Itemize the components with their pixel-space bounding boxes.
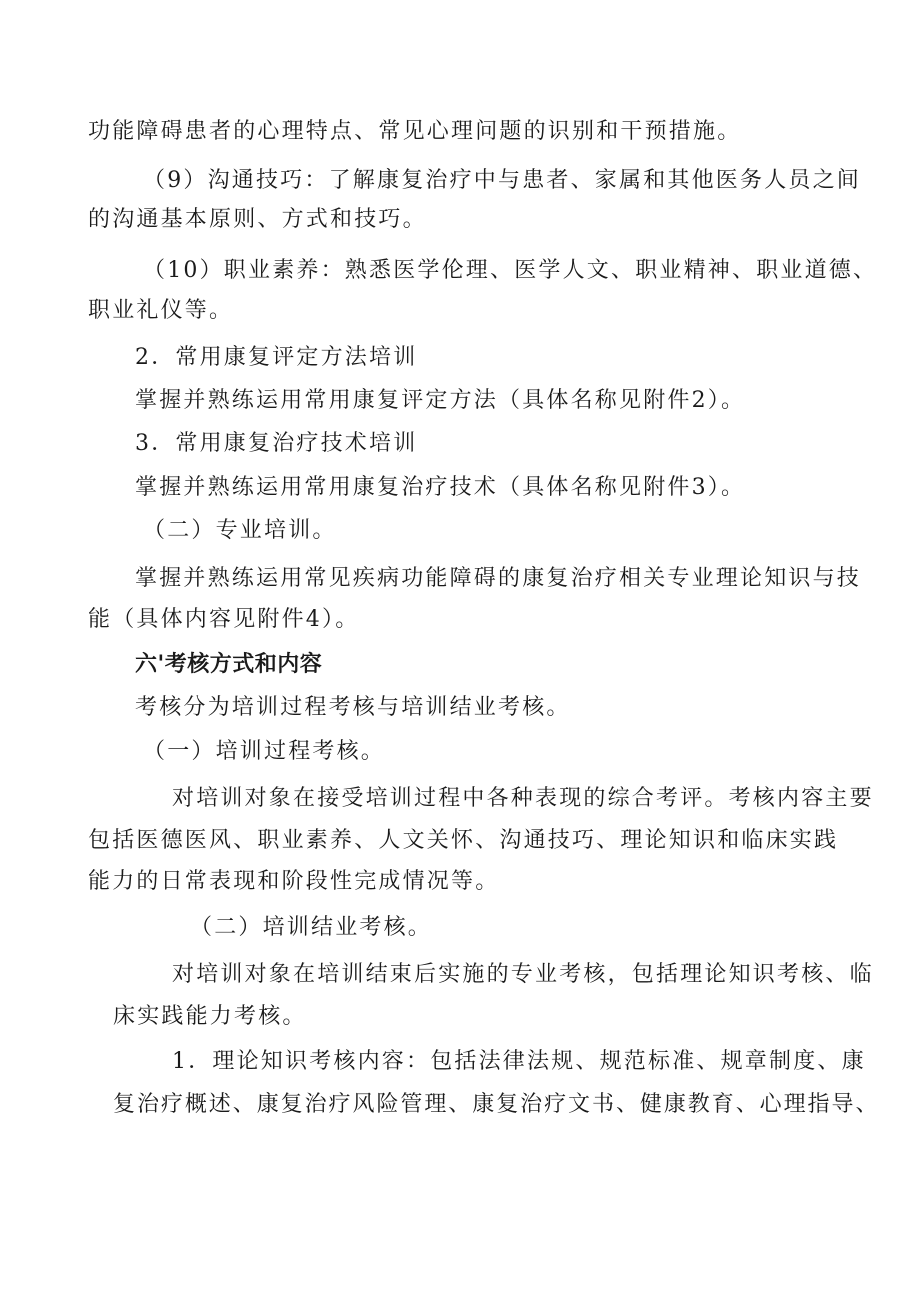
process-assessment-body-1: 对培训对象在接受培训过程中各种表现的综合考评。考核内容主要 <box>172 786 874 811</box>
theory-assessment-content-2: 复治疗概述、康复治疗风险管理、康复治疗文书、健康教育、心理指导、 <box>113 1092 880 1117</box>
professional-training-body-2: 能（具体内容见附件4）。 <box>88 607 360 632</box>
process-assessment-body-3: 能力的日常表现和阶段性完成情况等。 <box>88 869 500 894</box>
section-3-body: 掌握并熟练运用常用康复治疗技术（具体名称见附件3）。 <box>135 475 746 500</box>
professional-training-body-1: 掌握并熟练运用常见疾病功能障碍的康复治疗相关专业理论知识与技 <box>135 566 862 591</box>
section-2-body: 掌握并熟练运用常用康复评定方法（具体名称见附件2）。 <box>135 388 746 413</box>
paragraph-line-communication-cont: 的沟通基本原则、方式和技巧。 <box>88 207 427 232</box>
assessment-intro: 考核分为培训过程考核与培训结业考核。 <box>135 695 571 720</box>
paragraph-line-psych-features: 功能障碍患者的心理特点、常见心理问题的识别和干预措施。 <box>88 119 742 144</box>
section-2-heading: 2．常用康复评定方法培训 <box>135 345 418 370</box>
process-assessment-body-2: 包括医德医风、职业素养、人文关怀、沟通技巧、理论知识和临床实践 <box>88 828 839 853</box>
subsection-professional-training: （二）专业培训。 <box>143 518 337 543</box>
completion-assessment-body-2: 床实践能力考核。 <box>113 1004 307 1029</box>
section-6-title: 六'考核方式和内容 <box>135 652 323 677</box>
subsection-process-assessment: （一）培训过程考核。 <box>143 739 386 764</box>
subsection-completion-assessment: （二）培训结业考核。 <box>190 915 433 940</box>
section-3-heading: 3．常用康复治疗技术培训 <box>135 431 418 456</box>
paragraph-line-professional-cont: 职业礼仪等。 <box>88 298 234 323</box>
item-9-communication-skills: （9）沟通技巧：了解康复治疗中与患者、家属和其他医务人员之间 <box>143 168 861 193</box>
theory-assessment-content-1: 1．理论知识考核内容：包括法律法规、规范标准、规章制度、康 <box>172 1049 866 1074</box>
completion-assessment-body-1: 对培训对象在培训结束后实施的专业考核，包括理论知识考核、临 <box>172 962 874 987</box>
item-10-professional-quality: （10）职业素养：熟悉医学伦理、医学人文、职业精神、职业道德、 <box>143 258 878 283</box>
